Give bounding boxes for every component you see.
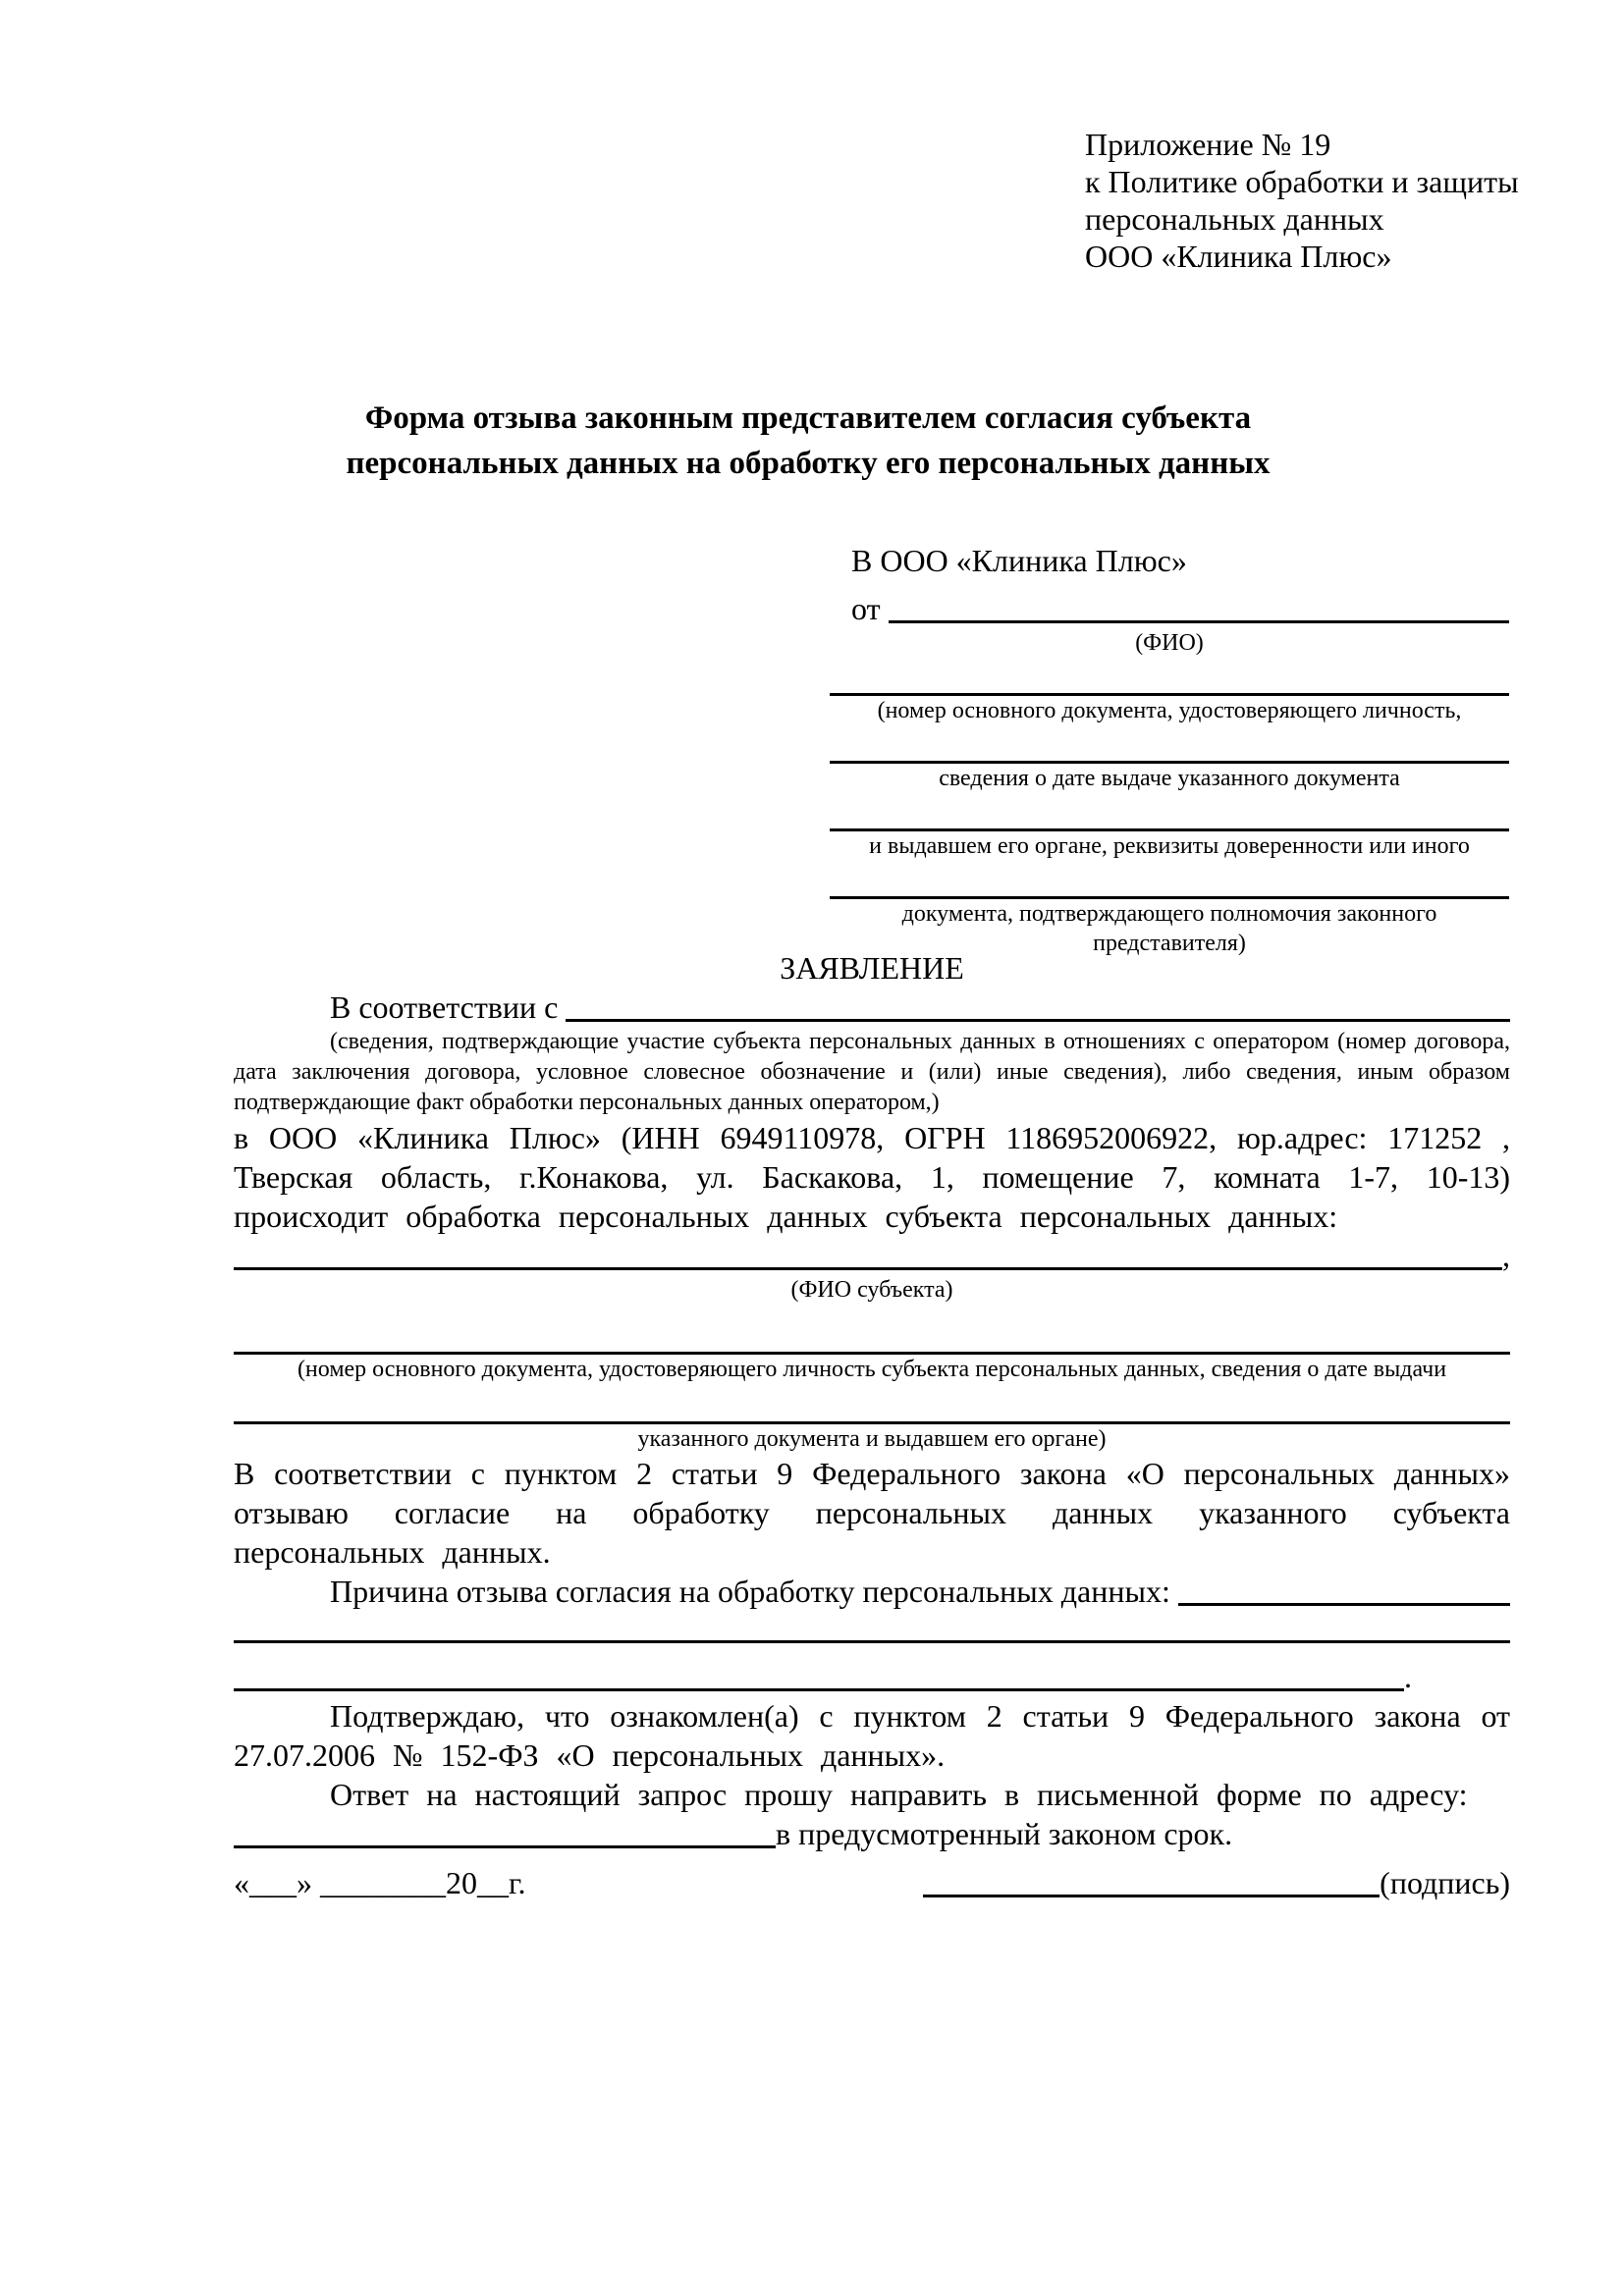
reason-period-row (234, 1657, 1510, 1696)
statement-heading: ЗАЯВЛЕНИЕ (780, 950, 964, 986)
in-accordance-label: В соответствии с (330, 989, 559, 1025)
title-line-2: персональных данных на обработку его персональных данных (346, 446, 1271, 481)
appendix-line-1: Приложение № 19 (1085, 127, 1331, 162)
reply-address-row (234, 1814, 1510, 1853)
statement-body (234, 948, 1510, 1853)
reason-blank-line-1 (1178, 1603, 1510, 1606)
addressee-from-row (830, 583, 1509, 628)
operator-paragraph: в ООО «Клиника Плюс» (ИНН 6949110978, ОГРН 1186952006922, юр.адрес: 171252 , Тверская область, г.Конакова, ул. Баскакова, 1, помещение 7, комната 1-7, 10-13) происходит обработка персональных данных субъекта персональных данных: (234, 1120, 1510, 1234)
period-text: . (1404, 1659, 1412, 1694)
representative-doc-caption-4: документа, подтверждающего полномочия законного представителя) (901, 901, 1437, 956)
date-blank-text: «___» ________20__г. (234, 1865, 526, 1900)
appendix-block (1085, 126, 1519, 275)
subject-doc-caption-2: указанного документа и выдавшем его органе) (637, 1426, 1107, 1452)
signature-group (923, 1863, 1510, 1902)
subject-fio-row (234, 1236, 1510, 1275)
reply-paragraph: Ответ на настоящий запрос прошу направить в письменной форме по адресу: (330, 1777, 1468, 1812)
document-title (234, 396, 1382, 486)
in-accordance-blank-line (566, 1019, 1510, 1022)
reason-blank-line-3 (234, 1688, 1404, 1691)
address-blank-line (234, 1845, 776, 1848)
representative-doc-caption-3: и выдавшем его органе, реквизиты доверенности или иного (869, 833, 1470, 859)
appendix-line-3: персональных данных (1085, 201, 1384, 237)
addressee-organization: В ООО «Клиника Плюс» (851, 543, 1187, 578)
reason-blank-line-2 (234, 1640, 1510, 1643)
in-accordance-row (234, 988, 1510, 1027)
signature-blank-line (923, 1895, 1380, 1897)
reply-tail-text: в предусмотренный законом срок. (776, 1816, 1233, 1851)
withdraw-paragraph: В соответствии с пунктом 2 статьи 9 Федерального закона «О персональных данных» отзываю согласие на обработку персональных данных указанного субъекта персональных данных. (234, 1456, 1510, 1570)
addressee-block (830, 538, 1509, 958)
comma-text: , (1502, 1238, 1510, 1273)
fineprint-note: (сведения, подтверждающие участие субъекта персональных данных в отношениях с оператором (номер договора, дата заключения договора, условное словесное обозначение и (или) иные сведения), либо сведения, иным образом подтверждающие факт обработки персональных данных оператором,) (234, 1029, 1510, 1115)
representative-fio-blank-line (889, 620, 1509, 623)
subject-doc-caption-1: (номер основного документа, удостоверяющего личность субъекта персональных данных, сведения о дате выдачи (297, 1357, 1447, 1382)
reason-label: Причина отзыва согласия на обработку персональных данных: (330, 1574, 1170, 1609)
confirm-paragraph: Подтверждаю, что ознакомлен(а) с пунктом 2 статьи 9 Федерального закона от 27.07.2006 № 152-ФЗ «О персональных данных». (234, 1698, 1510, 1773)
fio-caption: (ФИО) (1135, 630, 1204, 656)
title-line-1: Форма отзыва законным представителем согласия субъекта (364, 400, 1252, 436)
subject-fio-blank-line (234, 1267, 1502, 1270)
appendix-line-2: к Политике обработки и защиты (1085, 164, 1519, 199)
appendix-line-4: ООО «Клиника Плюс» (1085, 239, 1392, 274)
representative-doc-caption-1: (номер основного документа, удостоверяющего личность, (877, 698, 1462, 723)
subject-fio-caption: (ФИО субъекта) (790, 1277, 953, 1303)
representative-doc-caption-2: сведения о дате выдаче указанного документа (939, 766, 1400, 791)
signature-caption: (подпись) (1380, 1865, 1510, 1900)
reason-row (234, 1572, 1510, 1611)
date-signature-row (234, 1863, 1510, 1902)
from-label: от (851, 591, 881, 626)
